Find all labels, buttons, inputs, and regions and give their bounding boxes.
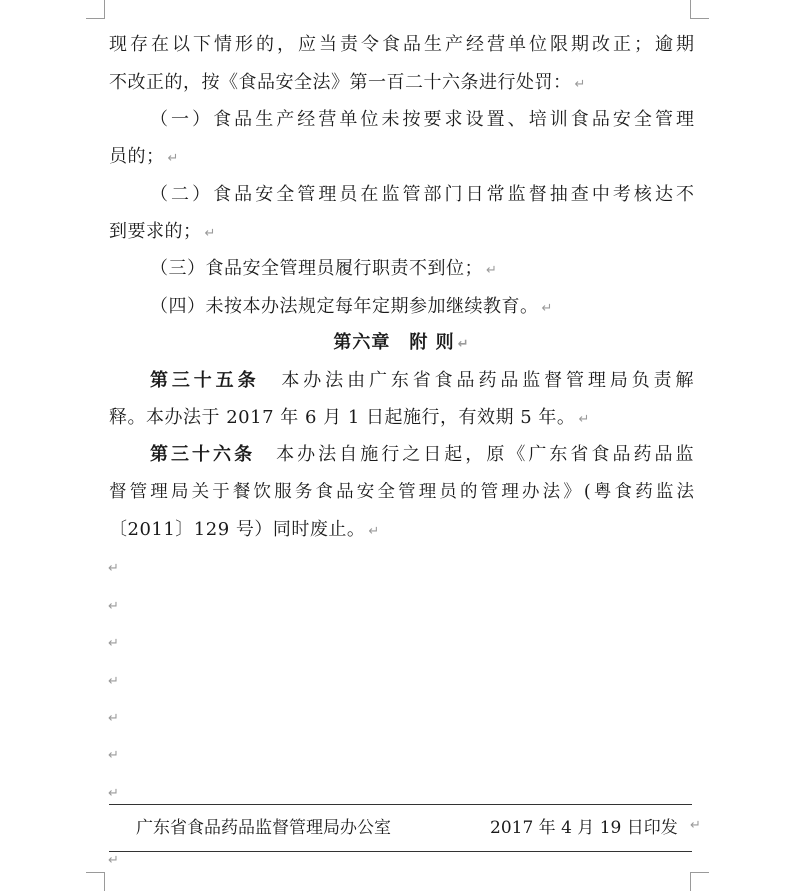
article-text: 释。本办法于 2017 年 6 月 1 日起施行，有效期 5 年。 [109,407,576,428]
list-item-3 [150,258,694,282]
list-item-1-line [109,146,694,170]
chapter-title: 第六章 附 则 [333,332,455,353]
margin-corner-bottom-right [690,872,709,891]
list-item-2-line [109,221,694,245]
article-label: 第三十六条 [150,444,256,465]
chapter-heading [109,332,694,356]
article-36-line [109,519,694,543]
paragraph-mark-icon: ↵ [204,226,216,241]
paragraph-line [109,72,694,96]
paragraph-mark-icon: ↵ [690,818,701,833]
paragraph-mark-icon: ↵ [541,301,553,316]
list-item-4 [150,296,694,320]
paragraph-mark-icon: ↵ [486,263,498,278]
article-35-line [150,370,694,392]
article-label: 第三十五条 [150,370,260,391]
article-36-line [150,444,694,466]
paragraph-mark-icon: ↵ [578,412,590,427]
empty-paragraph-mark-icon: ↵ [108,711,119,726]
footer-bottom-rule [109,851,692,852]
footer-top-rule [109,804,692,805]
article-35-line [109,407,694,431]
paragraph-text: 员的； [109,146,165,167]
article-text: 本办法自施行之日起，原《广东省食品药品监 [255,444,695,465]
paragraph-mark-icon: ↵ [574,77,586,92]
list-item-2-line: （二）食品安全管理员在监管部门日常监督抽查中考核达不 [150,184,694,205]
empty-paragraph-mark-icon: ↵ [108,674,119,689]
paragraph-text: 到要求的； [109,221,202,242]
empty-paragraph-mark-icon: ↵ [108,748,119,763]
article-36-line: 督管理局关于餐饮服务食品安全管理员的管理办法》(粤食药监法 [109,482,694,502]
footer-date: 2017 年 4 月 19 日印发 [490,818,678,838]
article-text: 〔2011〕129 号）同时废止。 [109,519,366,540]
margin-corner-top-right [690,0,709,19]
list-item-1-line: （一）食品生产经营单位未按要求设置、培训食品安全管理 [150,109,694,130]
footer-issuer: 广东省食品药品监督管理局办公室 [136,818,391,838]
paragraph-text: （四）未按本办法规定每年定期参加继续教育。 [150,296,539,317]
paragraph-text: （三）食品安全管理员履行职责不到位； [150,258,483,279]
paragraph-text: 不改正的，按《食品安全法》第一百二十六条进行处罚： [109,72,572,93]
margin-corner-top-left [86,0,105,19]
paragraph-mark-icon: ↵ [167,151,179,166]
empty-paragraph-mark-icon: ↵ [108,561,119,576]
empty-paragraph-mark-icon: ↵ [108,636,119,651]
margin-corner-bottom-left [86,872,105,891]
article-text: 本办法由广东省食品药品监督管理局负责解 [259,370,695,391]
paragraph-mark-icon: ↵ [457,337,470,352]
empty-paragraph-mark-icon: ↵ [108,599,119,614]
empty-paragraph-mark-icon: ↵ [108,786,119,801]
paragraph-line: 现存在以下情形的，应当责令食品生产经营单位限期改正；逾期 [109,34,694,55]
empty-paragraph-mark-icon: ↵ [108,853,119,868]
paragraph-mark-icon: ↵ [368,524,380,539]
